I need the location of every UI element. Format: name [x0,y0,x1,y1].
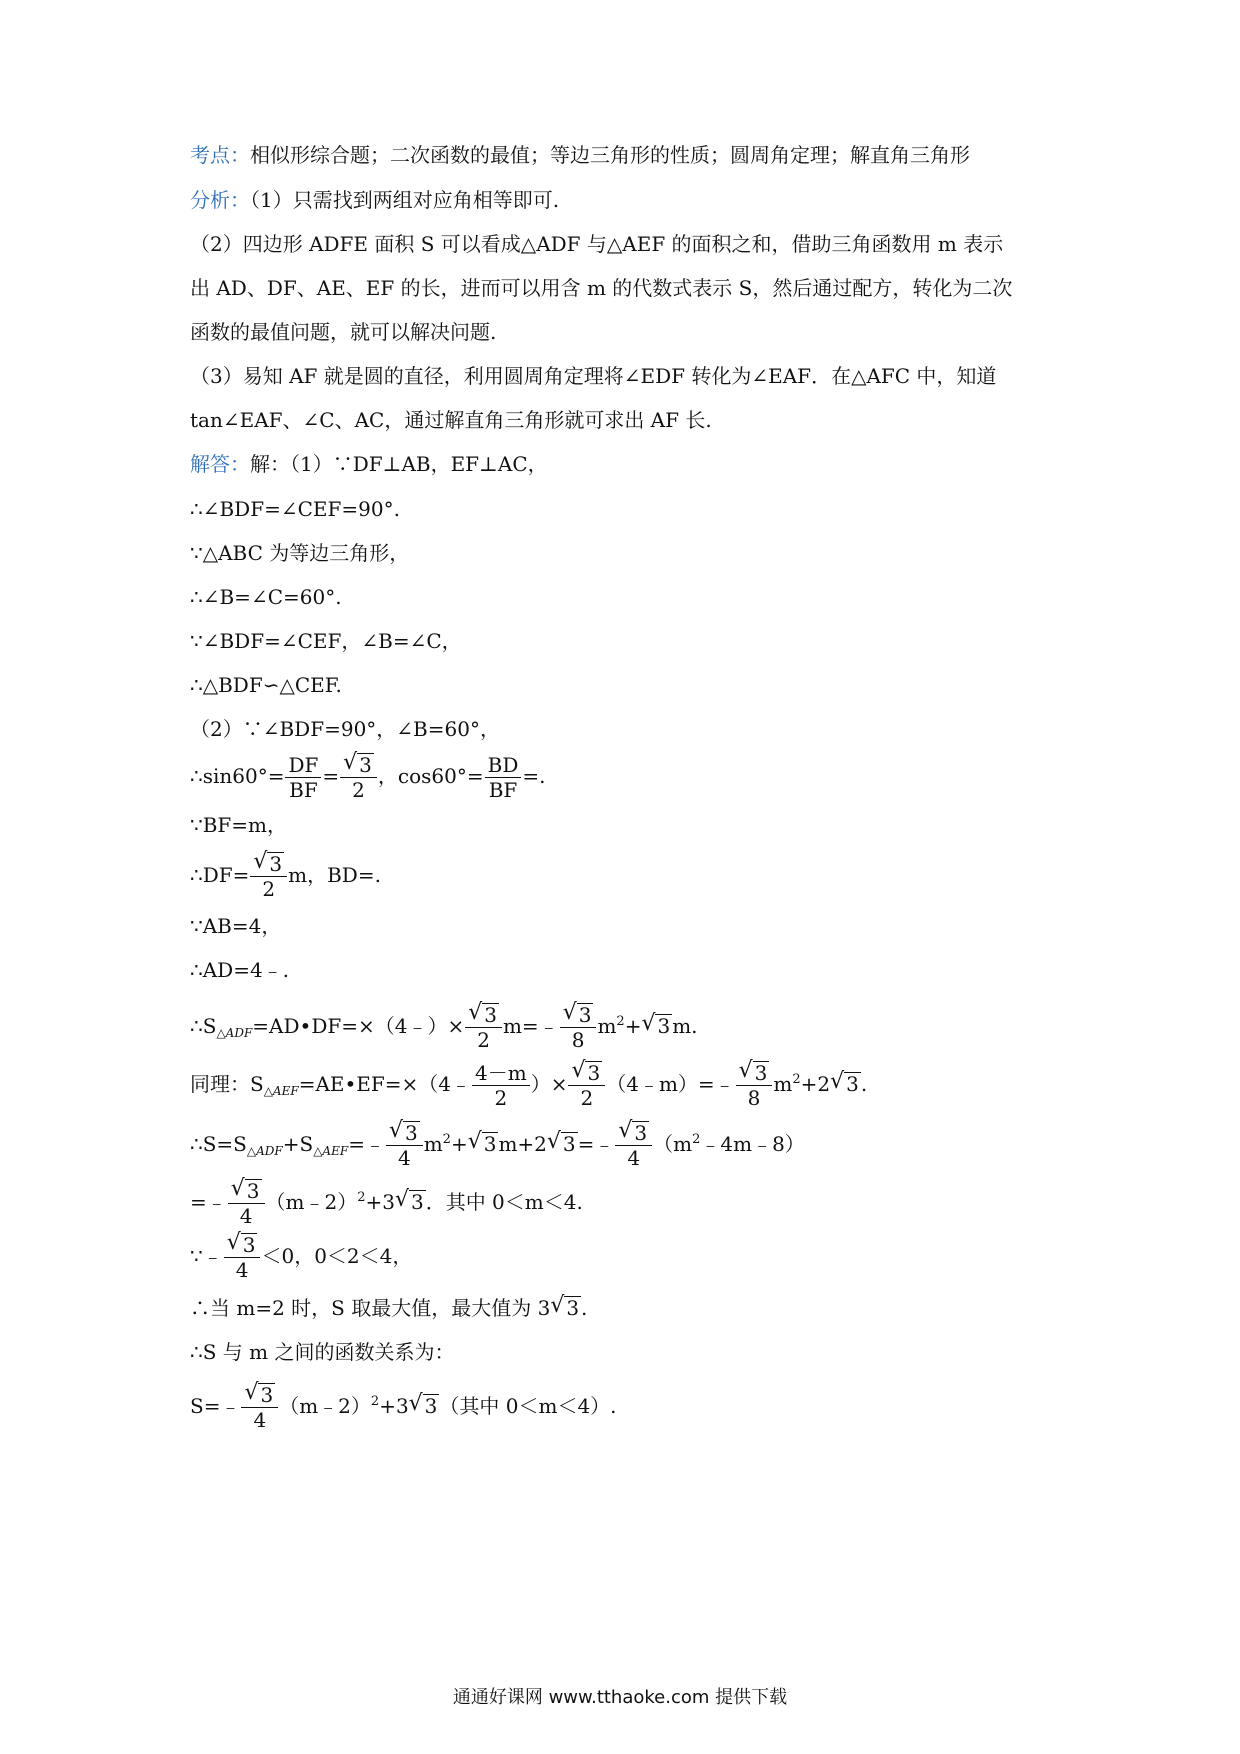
fenxi-p3-l2: tan∠EAF、∠C、AC，通过解直角三角形就可求出 AF 长. [190,408,712,432]
fraction-bd-bf [485,753,522,802]
l8-text-a: ∴sin60°= [190,764,285,788]
jieda-l6: ∴△BDF∽△CEF. [190,673,342,697]
l14-e: m [773,1072,793,1096]
sqrt-symbol: √ 3 [738,1058,768,1085]
l13-f: m. [672,1014,698,1038]
fraction-sqrt3-8: √ 3 8 [736,1061,773,1110]
l14-d: （4﹣m）=﹣ [606,1072,735,1096]
fenxi-line-1 [190,185,559,215]
jieda-l4: ∴∠B=∠C=60°. [190,585,342,609]
sqrt-symbol: √ 3 [226,1230,256,1257]
frac-den: 2 [262,877,276,901]
fraction-sqrt3-2: √ 3 2 [568,1061,605,1110]
l13-d: m [597,1014,617,1038]
fenxi-p2-l2: 出 AD、DF、AE、EF 的长，进而可以用含 m 的代数式表示 S，然后通过配方，转化为二次 [190,276,1013,300]
fraction-sqrt3-4: √ 3 4 [228,1179,265,1228]
frac-num: BD [485,753,522,778]
jieda-l8 [190,744,545,808]
sqrt-symbol: √ 3 [394,1187,424,1214]
l14-c: ）× [530,1072,568,1096]
sqrt-symbol: √ 3 [641,1011,671,1038]
l13-c: m=﹣ [502,1014,559,1038]
kaodian-text: 相似形综合题；二次函数的最值；等边三角形的性质；圆周角定理；解直角三角形 [250,143,970,167]
fraction-sqrt3-2: √ 3 2 [465,1003,502,1052]
jieda-l9: ∵BF=m， [190,813,288,837]
superscript: 2 [616,1014,625,1029]
l13-a: ∴S [190,1014,217,1038]
fenxi-p3-l1: （3）易知 AF 就是圆的直径，利用圆周角定理将∠EDF 转化为∠EAF．在△AFC 中，知道 [190,364,997,388]
l14-f: +2 [800,1072,831,1096]
l14-b: =AE•EF=×（4﹣ [298,1072,472,1096]
fraction-sqrt3-4: √ 3 4 [241,1383,278,1432]
frac-den: BF [289,778,318,802]
frac-den: BF [488,778,518,802]
l14-a: 同理：S [190,1072,264,1096]
jieda-label: 解答： [190,452,250,476]
jieda-l19: ∴S 与 m 之间的函数关系为： [190,1340,455,1364]
jieda-l3: ∵△ABC 为等边三角形， [190,541,410,565]
jieda-l16: =﹣ √ 3 4 （m﹣2）$^2$+3 √ 3 ．其中 0＜m＜4. [190,1166,583,1230]
kaodian-line [190,140,970,170]
l8-eq: = [322,764,340,788]
sqrt-symbol: √ 3 [618,1118,648,1145]
fraction-4-m-2: $\frac{4-m}{2}$ [472,1061,530,1110]
sqrt-symbol: √ 3 [546,1129,576,1156]
sqrt-symbol: √ 3 [230,1176,260,1203]
fraction-sqrt3-2 [340,750,377,802]
fraction-sqrt3-8: √ 3 8 [560,1003,597,1052]
sqrt-symbol: √ 3 [467,1129,497,1156]
jieda-l14 [190,1048,867,1112]
jieda-l12: ∴AD=4﹣. [190,958,290,982]
page-footer: 通通好课网 www.tthaoke.com 提供下载 [452,1687,788,1708]
sqrt-symbol: √ 3 [468,1000,497,1027]
fenxi-p1: （1）只需找到两组对应角相等即可. [250,188,560,212]
sqrt-symbol: √ 3 [244,1380,274,1407]
l14-g: . [860,1072,868,1096]
frac-den: 2 [352,778,365,802]
fraction-sqrt3-4: √ 3 4 [224,1233,261,1282]
fraction-sqrt3-4: √ 3 4 [615,1121,652,1170]
subscript: △ADF [246,1144,283,1158]
fenxi-label: 分析： [190,188,250,212]
l8-text-c: =. [522,764,546,788]
l10-text-a: ∴DF= [190,863,250,887]
jieda-l1: 解：（1）∵DF⊥AB，EF⊥AC， [250,452,548,476]
sqrt-symbol: √ 3 [571,1058,601,1085]
jieda-line-1 [190,449,548,479]
sqrt-symbol: √ 3 [830,1069,859,1096]
sqrt-symbol: √ 3 [562,1000,592,1027]
sqrt-symbol: √ 3 [408,1391,438,1418]
sqrt-symbol: √ 3 [388,1118,418,1145]
jieda-l2: ∴∠BDF=∠CEF=90°. [190,497,400,521]
l8-text-b: ，cos60°= [377,764,484,788]
fraction-sqrt3-2 [250,849,287,901]
sqrt-symbol: √ 3 [343,750,372,777]
l10-text-b: m，BD=. [288,863,381,887]
fenxi-p2-l1: （2）四边形 ADFE 面积 S 可以看成△ADF 与△AEF 的面积之和，借助三角函数用 m 表示 [190,232,1004,256]
subscript: △AEF [313,1144,349,1158]
subscript: △AEF [263,1084,299,1098]
frac-num: DF [285,753,321,778]
jieda-l18: ∴当 m=2 时，S 取最大值，最大值为 3 √ 3 . [190,1293,587,1323]
sqrt-symbol: √ 3 [550,1293,580,1320]
jieda-l13 [190,990,698,1054]
jieda-l10 [190,843,381,907]
jieda-l15: $\therefore S=S_{\triangle ADF}+S_{\triangle AEF}=﹣$ √ 3 4 $m^2+$ √ 3 m+2 √ 3 =﹣ √ 3 4 $(m^2﹣4m﹣8)$ [190,1108,805,1172]
fraction-df-bf [285,753,321,802]
subscript: △ADF [216,1026,253,1040]
sqrt-symbol: √ 3 [253,849,283,876]
l13-e: + [624,1014,642,1038]
jieda-l17: ∵﹣ √ 3 4 ＜0，0＜2＜4， [190,1230,413,1282]
jieda-l7: （2）∵∠BDF=90°，∠B=60°， [190,717,500,741]
jieda-l11: ∵AB=4， [190,914,282,938]
kaodian-label: 考点： [190,143,250,167]
superscript: 2 [792,1072,801,1087]
l13-b: =AD•DF=×（4﹣）× [252,1014,465,1038]
fraction-sqrt3-4: √ 3 4 [386,1121,423,1170]
jieda-l5: ∵∠BDF=∠CEF，∠B=∠C， [190,629,462,653]
jieda-l20: S=﹣ √ 3 4 （m﹣2）$^2$+3 √ 3 （其中 0＜m＜4）. [190,1370,617,1434]
fenxi-p2-l3: 函数的最值问题，就可以解决问题. [190,320,497,344]
